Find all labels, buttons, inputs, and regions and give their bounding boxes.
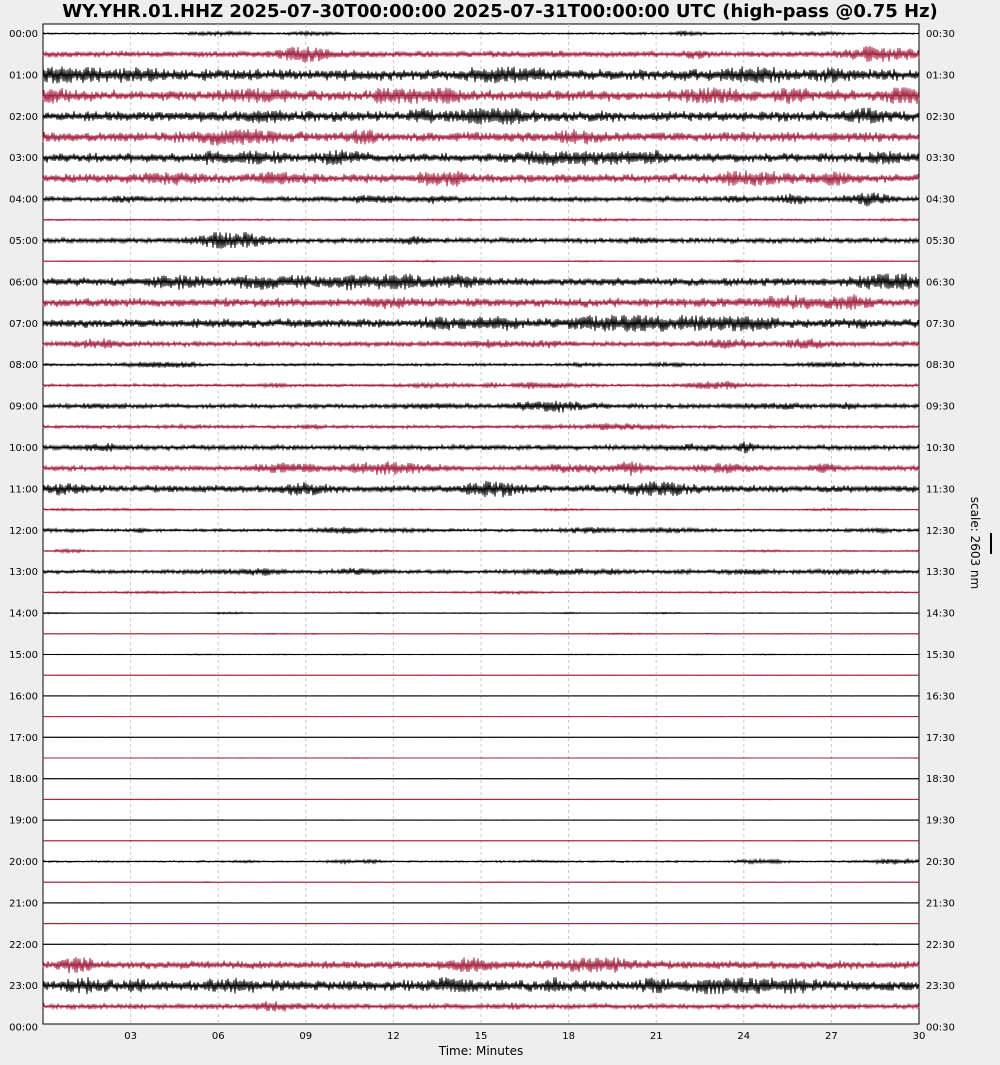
left-time-label: 18:00 (9, 774, 38, 786)
left-time-label: 08:00 (9, 360, 38, 372)
right-time-label: 14:30 (926, 608, 955, 620)
seismic-trace (43, 758, 919, 759)
left-time-label: 11:00 (9, 484, 38, 496)
right-time-label: 20:30 (926, 857, 955, 868)
right-time-label: 06:30 (926, 277, 955, 289)
seismic-trace (43, 923, 919, 924)
chart-title: WY.YHR.01.HHZ 2025-07-30T00:00:00 2025-07-31T00:00:00 UTC (high-pass @0.75 Hz) (62, 1, 938, 22)
left-time-label: 16:00 (9, 691, 38, 703)
left-time-label: 00:00 (9, 29, 38, 40)
x-tick-label: 27 (825, 1031, 838, 1042)
right-time-label: 10:30 (926, 443, 955, 454)
x-tick-label: 21 (649, 1031, 663, 1042)
x-tick-label: 06 (211, 1031, 225, 1042)
left-time-label: 03:00 (9, 153, 38, 165)
scale-bar (990, 533, 992, 554)
right-time-label: 03:30 (926, 153, 955, 165)
seismic-trace (43, 778, 919, 779)
left-time-label: 19:00 (9, 815, 38, 827)
seismic-trace (43, 696, 919, 697)
left-time-label: 07:00 (9, 318, 38, 330)
left-time-label: 06:00 (9, 277, 38, 289)
left-time-label: 01:00 (9, 70, 38, 82)
right-time-label: 09:30 (926, 401, 955, 413)
left-time-label: 00:00 (9, 1022, 38, 1034)
right-time-label: 00:30 (926, 1022, 955, 1034)
left-time-label: 21:00 (9, 898, 38, 910)
left-time-label: 23:00 (9, 981, 38, 993)
left-time-label: 20:00 (9, 857, 38, 868)
right-time-label: 04:30 (926, 194, 955, 206)
right-time-label: 23:30 (926, 981, 955, 993)
left-time-label: 14:00 (9, 608, 38, 620)
right-time-label: 01:30 (926, 70, 955, 82)
right-time-label: 15:30 (926, 650, 955, 661)
left-time-label: 09:00 (9, 401, 38, 413)
right-time-label: 22:30 (926, 939, 955, 951)
x-tick-label: 09 (299, 1031, 313, 1042)
x-tick-label: 18 (562, 1031, 575, 1042)
left-time-label: 22:00 (9, 939, 38, 951)
left-time-label: 15:00 (9, 650, 38, 661)
left-time-label: 12:00 (9, 525, 38, 537)
left-time-label: 13:00 (9, 567, 38, 579)
seismic-trace (43, 675, 919, 676)
left-time-label: 04:00 (9, 194, 38, 206)
left-time-label: 17:00 (9, 732, 38, 744)
left-time-label: 10:00 (9, 443, 38, 454)
right-time-label: 05:30 (926, 236, 955, 247)
x-tick-label: 15 (474, 1031, 488, 1042)
x-tick-label: 03 (124, 1031, 137, 1042)
seismic-trace (43, 841, 919, 842)
seismic-trace (43, 799, 919, 800)
x-tick-label: 30 (912, 1031, 926, 1042)
left-time-label: 02:00 (9, 111, 38, 123)
left-time-label: 05:00 (9, 236, 38, 247)
x-axis-label: Time: Minutes (438, 1044, 524, 1058)
right-time-label: 13:30 (926, 567, 955, 579)
right-time-label: 00:30 (926, 29, 955, 40)
x-tick-label: 12 (387, 1031, 400, 1042)
right-time-label: 18:30 (926, 774, 955, 786)
right-time-label: 19:30 (926, 815, 955, 827)
right-time-label: 11:30 (926, 484, 955, 496)
right-time-label: 21:30 (926, 898, 955, 910)
right-time-label: 07:30 (926, 318, 955, 330)
right-time-label: 02:30 (926, 111, 955, 123)
scale-label: scale: 2603 nm (968, 496, 982, 590)
right-time-label: 17:30 (926, 732, 955, 744)
right-time-label: 12:30 (926, 525, 955, 537)
right-time-label: 16:30 (926, 691, 955, 703)
right-time-label: 08:30 (926, 360, 955, 372)
x-tick-label: 24 (737, 1031, 751, 1042)
